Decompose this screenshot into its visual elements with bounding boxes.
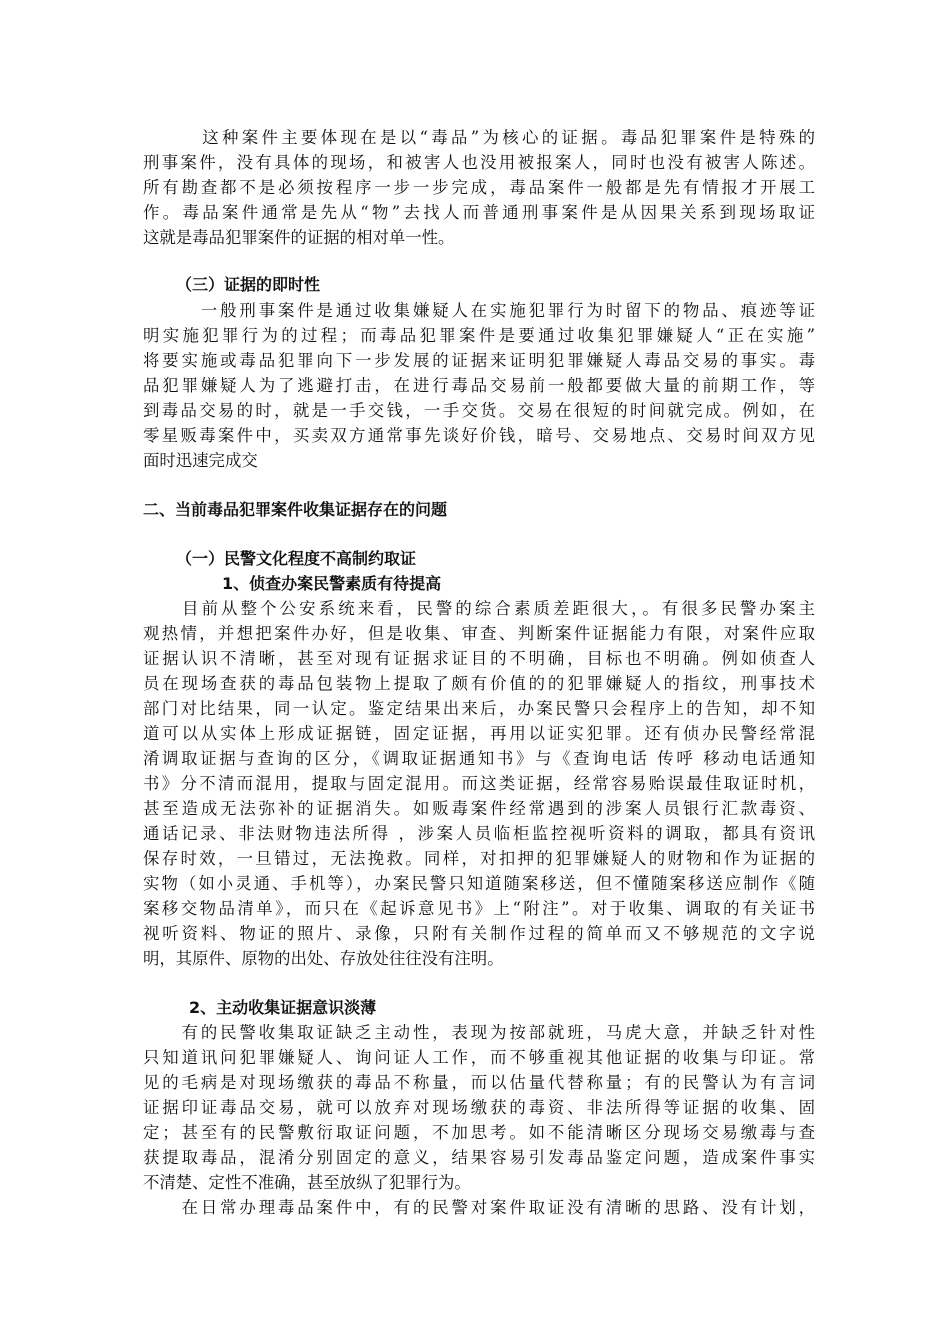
paragraph-line: 书》分不清而混用，提取与固定混用。而这类证据，经常容易贻误最佳取证时机， (143, 774, 815, 793)
section-heading-one: （一）民警文化程度不高制约取证 (176, 549, 417, 568)
section-heading-three: （三）证据的即时性 (176, 275, 321, 294)
paragraph-line: 所有勘查都不是必须按程序一步一步完成，毒品案件一般都是先有情报才开展工 (143, 178, 815, 197)
paragraph-line: 证据印证毒品交易，就可以放弃对现场缴获的毒资、非法所得等证据的收集、固 (143, 1098, 815, 1117)
paragraph-line: 品犯罪嫌疑人为了逃避打击，在进行毒品交易前一般都要做大量的前期工作，等 (143, 376, 815, 395)
paragraph-line: 作。毒品案件通常是先从“物”去找人而普通刑事案件是从因果关系到现场取证 (143, 203, 815, 222)
paragraph-line: 不清楚、定性不准确，甚至放纵了犯罪行为。 (143, 1173, 471, 1192)
paragraph-line: 淆调取证据与查询的区分，《调取证据通知书》与《查询电话 传呼 移动电话通知 (143, 749, 815, 768)
paragraph-line: 保存时效，一旦错过，无法挽救。同样，对扣押的犯罪嫌疑人的财物和作为证据的 (143, 849, 815, 868)
paragraph-line: 到毒品交易的时，就是一手交钱，一手交货。交易在很短的时间就完成。例如，在 (143, 401, 815, 420)
paragraph-line: 通话记录、非法财物违法所得 ，涉案人员临柜监控视听资料的调取，都具有资讯 (143, 824, 815, 843)
paragraph-line: 获提取毒品，混淆分别固定的意义，结果容易引发毒品鉴定问题，造成案件事实 (143, 1148, 815, 1167)
paragraph-line: 目前从整个公安系统来看，民警的综合素质差距很大，。有很多民警办案主 (143, 599, 815, 618)
paragraph-line: 视听资料、物证的照片、录像，只附有关制作过程的简单而又不够规范的文字说 (143, 924, 815, 943)
paragraph-line: 这种案件主要体现在是以“毒品”为核心的证据。毒品犯罪案件是特殊的 (143, 128, 815, 147)
paragraph-line: 在日常办理毒品案件中，有的民警对案件取证没有清晰的思路、没有计划， (143, 1198, 815, 1217)
subsection-heading-2: 2、主动收集证据意识淡薄 (189, 998, 377, 1017)
paragraph-line: 证据认识不清晰，甚至对现有证据求证目的不明确，目标也不明确。例如侦查人 (143, 649, 815, 668)
paragraph-line: 道可以从实体上形成证据链，固定证据，再用以证实犯罪。还有侦办民警经常混 (143, 724, 815, 743)
paragraph-line: 明实施犯罪行为的过程；而毒品犯罪案件是要通过收集犯罪嫌疑人“正在实施” (143, 326, 815, 345)
paragraph-line: 零星贩毒案件中，买卖双方通常事先谈好价钱，暗号、交易地点、交易时间双方见 (143, 426, 815, 445)
paragraph-line: 定；甚至有的民警敷衍取证问题，不加思考。如不能清晰区分现场交易缴毒与查 (143, 1123, 815, 1142)
paragraph-line: 甚至造成无法弥补的证据消失。如贩毒案件经常遇到的涉案人员银行汇款毒资、 (143, 799, 815, 818)
paragraph-line: 见的毛病是对现场缴获的毒品不称量，而以估量代替称量；有的民警认为有言词 (143, 1073, 815, 1092)
paragraph-line: 部门对比结果，同一认定。鉴定结果出来后，办案民警只会程序上的告知，却不知 (143, 699, 815, 718)
paragraph-line: 明，其原件、原物的出处、存放处往往没有注明。 (143, 949, 504, 968)
subsection-heading-1: 1、侦查办案民警素质有待提高 (222, 574, 442, 593)
chapter-heading-two: 二、当前毒品犯罪案件收集证据存在的问题 (143, 500, 448, 519)
paragraph-line: 面时迅速完成交 (143, 451, 258, 470)
paragraph-line: 案移交物品清单》，而只在《起诉意见书》上“附注”。对于收集、调取的有关证书 (143, 899, 815, 918)
paragraph-line: 实物（如小灵通、手机等），办案民警只知道随案移送，但不懂随案移送应制作《随 (143, 874, 815, 893)
paragraph-line: 将要实施或毒品犯罪向下一步发展的证据来证明犯罪嫌疑人毒品交易的事实。毒 (143, 351, 815, 370)
paragraph-line: 只知道讯问犯罪嫌疑人、询问证人工作，而不够重视其他证据的收集与印证。常 (143, 1048, 815, 1067)
paragraph-line: 员在现场查获的毒品包装物上提取了颇有价值的的犯罪嫌疑人的指纹，刑事技术 (143, 674, 815, 693)
paragraph-line: 刑事案件，没有具体的现场，和被害人也没用被报案人，同时也没有被害人陈述。 (143, 153, 815, 172)
paragraph-line: 有的民警收集取证缺乏主动性，表现为按部就班，马虎大意，并缺乏针对性 (143, 1023, 815, 1042)
paragraph-line: 观热情，并想把案件办好，但是收集、审查、判断案件证据能力有限，对案件应取 (143, 624, 815, 643)
paragraph-line: 这就是毒品犯罪案件的证据的相对单一性。 (143, 228, 455, 247)
paragraph-line: 一般刑事案件是通过收集嫌疑人在实施犯罪行为时留下的物品、痕迹等证 (143, 301, 815, 320)
